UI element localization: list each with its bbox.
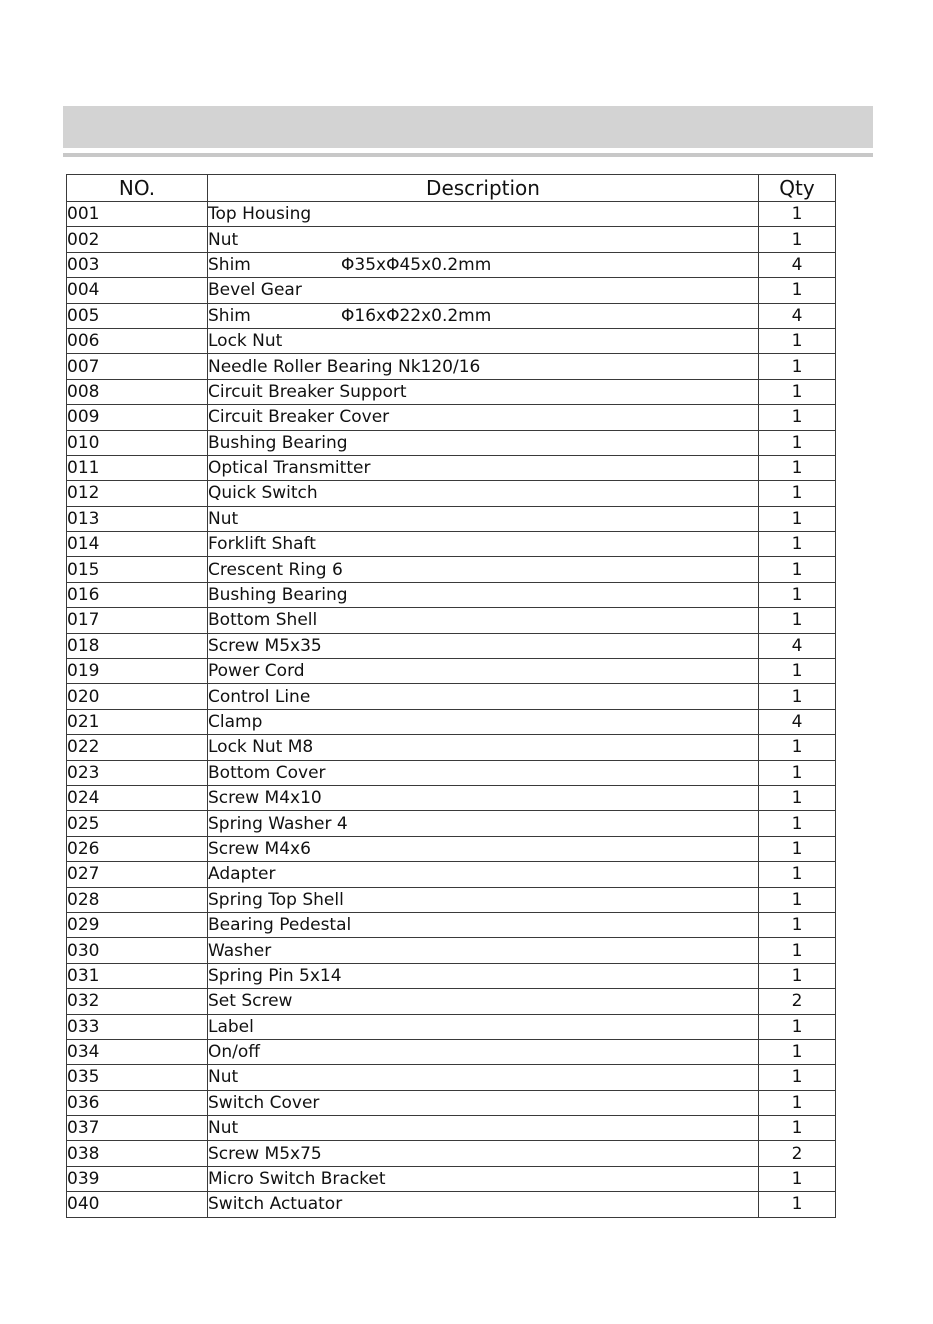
part-qty: 1: [759, 811, 836, 836]
table-row: [67, 1166, 836, 1191]
part-description-cell: [208, 1039, 759, 1064]
part-description-cell: [208, 481, 759, 506]
part-description: Nut: [208, 1118, 239, 1139]
part-qty: 1: [759, 1166, 836, 1191]
column-header-qty: Qty: [759, 175, 836, 202]
part-qty: 1: [759, 785, 836, 810]
part-qty: 1: [759, 912, 836, 937]
table-row: [67, 989, 836, 1014]
part-qty: 1: [759, 532, 836, 557]
table-row: [67, 1116, 836, 1141]
part-description-cell: [208, 862, 759, 887]
part-number: 003: [67, 252, 208, 277]
part-qty: 1: [759, 735, 836, 760]
part-qty: 1: [759, 836, 836, 861]
part-number: 027: [67, 862, 208, 887]
table-row: [67, 1065, 836, 1090]
part-description: Screw M5x35: [208, 635, 322, 656]
part-description: Switch Cover: [208, 1092, 320, 1113]
part-description-cell: [208, 303, 759, 328]
table-row: [67, 303, 836, 328]
part-description: Optical Transmitter: [208, 458, 371, 479]
table-row: [67, 709, 836, 734]
part-number: 039: [67, 1166, 208, 1191]
part-description: Micro Switch Bracket: [208, 1169, 386, 1190]
part-qty: 1: [759, 227, 836, 252]
part-qty: 4: [759, 709, 836, 734]
part-number: 014: [67, 532, 208, 557]
table-row: [67, 811, 836, 836]
part-description: Set Screw: [208, 991, 293, 1012]
part-number: 005: [67, 303, 208, 328]
part-description-cell: [208, 328, 759, 353]
part-description: Switch Actuator: [208, 1194, 343, 1215]
part-number: 040: [67, 1192, 208, 1217]
table-header-row: [67, 175, 836, 202]
part-description-cell: [208, 760, 759, 785]
part-qty: 2: [759, 989, 836, 1014]
table-row: [67, 887, 836, 912]
table-row: [67, 430, 836, 455]
table-row: [67, 1141, 836, 1166]
part-description-cell: [208, 938, 759, 963]
table-row: [67, 278, 836, 303]
part-number: 015: [67, 557, 208, 582]
part-number: 026: [67, 836, 208, 861]
table-row: [67, 1014, 836, 1039]
part-description: Nut: [208, 229, 239, 250]
table-row: [67, 1090, 836, 1115]
part-number: 030: [67, 938, 208, 963]
part-description-cell: [208, 989, 759, 1014]
part-description-cell: [208, 912, 759, 937]
part-description: Washer: [208, 940, 272, 961]
part-description-cell: [208, 1090, 759, 1115]
part-number: 019: [67, 659, 208, 684]
part-description: Nut: [208, 1067, 239, 1088]
part-spec: Φ16xΦ22x0.2mm: [341, 305, 492, 326]
part-qty: 1: [759, 506, 836, 531]
part-description-cell: [208, 278, 759, 303]
part-description: Power Cord: [208, 661, 305, 682]
part-description: Bottom Shell: [208, 610, 318, 631]
part-description-cell: [208, 684, 759, 709]
table-row: [67, 608, 836, 633]
part-qty: 1: [759, 1116, 836, 1141]
part-description-cell: [208, 633, 759, 658]
table-row: [67, 252, 836, 277]
part-qty: 1: [759, 582, 836, 607]
part-description: On/off: [208, 1042, 260, 1063]
part-number: 012: [67, 481, 208, 506]
table-row: [67, 227, 836, 252]
part-description: Bushing Bearing: [208, 585, 348, 606]
part-number: 004: [67, 278, 208, 303]
part-description-cell: [208, 506, 759, 531]
part-description-cell: [208, 811, 759, 836]
part-number: 002: [67, 227, 208, 252]
part-number: 016: [67, 582, 208, 607]
part-description: Bushing Bearing: [208, 432, 348, 453]
part-description: Quick Switch: [208, 483, 318, 504]
part-qty: 1: [759, 328, 836, 353]
table-row: [67, 557, 836, 582]
part-description-cell: [208, 1116, 759, 1141]
part-description-cell: [208, 1014, 759, 1039]
table-row: [67, 862, 836, 887]
table-row: [67, 379, 836, 404]
part-description-cell: [208, 659, 759, 684]
part-qty: 1: [759, 354, 836, 379]
part-qty: 2: [759, 1141, 836, 1166]
part-description-cell: [208, 785, 759, 810]
part-description: Screw M4x6: [208, 838, 311, 859]
part-number: 038: [67, 1141, 208, 1166]
part-number: 017: [67, 608, 208, 633]
part-number: 036: [67, 1090, 208, 1115]
part-qty: 1: [759, 405, 836, 430]
table-row: [67, 760, 836, 785]
part-description: Shim: [208, 305, 251, 326]
table-row: [67, 938, 836, 963]
table-row: [67, 405, 836, 430]
table-row: [67, 532, 836, 557]
part-description-cell: [208, 354, 759, 379]
part-qty: 1: [759, 1065, 836, 1090]
part-number: 009: [67, 405, 208, 430]
part-description: Spring Pin 5x14: [208, 965, 342, 986]
part-description: Shim: [208, 254, 251, 275]
part-number: 037: [67, 1116, 208, 1141]
part-number: 006: [67, 328, 208, 353]
header-rule: [63, 153, 873, 157]
part-qty: 4: [759, 252, 836, 277]
part-qty: 1: [759, 684, 836, 709]
part-qty: 1: [759, 1192, 836, 1217]
table-row: [67, 328, 836, 353]
part-description-cell: [208, 430, 759, 455]
part-qty: 1: [759, 608, 836, 633]
part-number: 001: [67, 202, 208, 227]
part-description-cell: [208, 709, 759, 734]
part-description-cell: [208, 963, 759, 988]
part-spec: Φ35xΦ45x0.2mm: [341, 254, 492, 275]
part-description: Bevel Gear: [208, 280, 302, 301]
table-row: [67, 1039, 836, 1064]
table-row: [67, 785, 836, 810]
part-description-cell: [208, 887, 759, 912]
part-qty: 1: [759, 202, 836, 227]
part-qty: 4: [759, 633, 836, 658]
part-description: Bearing Pedestal: [208, 915, 352, 936]
part-qty: 1: [759, 481, 836, 506]
table-row: [67, 659, 836, 684]
part-description: Spring Washer 4: [208, 813, 348, 834]
part-qty: 1: [759, 938, 836, 963]
part-number: 021: [67, 709, 208, 734]
part-description: Forklift Shaft: [208, 534, 316, 555]
part-description: Screw M4x10: [208, 788, 322, 809]
part-description-cell: [208, 1192, 759, 1217]
table-row: [67, 1192, 836, 1217]
part-qty: 1: [759, 430, 836, 455]
part-description-cell: [208, 405, 759, 430]
part-qty: 1: [759, 760, 836, 785]
part-qty: 1: [759, 557, 836, 582]
part-number: 018: [67, 633, 208, 658]
parts-table: [66, 174, 836, 1218]
part-qty: 1: [759, 887, 836, 912]
part-number: 029: [67, 912, 208, 937]
part-number: 007: [67, 354, 208, 379]
part-qty: 1: [759, 278, 836, 303]
part-number: 023: [67, 760, 208, 785]
header-band: [63, 106, 873, 148]
part-qty: 1: [759, 455, 836, 480]
part-description: Bottom Cover: [208, 762, 326, 783]
part-number: 033: [67, 1014, 208, 1039]
part-description-cell: [208, 227, 759, 252]
part-description: Control Line: [208, 686, 311, 707]
part-description: Circuit Breaker Support: [208, 381, 407, 402]
part-description: Needle Roller Bearing Nk120/16: [208, 356, 481, 377]
part-description-cell: [208, 836, 759, 861]
table-row: [67, 506, 836, 531]
table-row: [67, 912, 836, 937]
part-description: Nut: [208, 508, 239, 529]
part-description-cell: [208, 1141, 759, 1166]
part-number: 011: [67, 455, 208, 480]
part-description-cell: [208, 252, 759, 277]
part-description-cell: [208, 608, 759, 633]
part-description: Spring Top Shell: [208, 889, 344, 910]
part-qty: 1: [759, 379, 836, 404]
part-description: Top Housing: [208, 204, 312, 225]
part-description-cell: [208, 1166, 759, 1191]
table-row: [67, 684, 836, 709]
part-description: Circuit Breaker Cover: [208, 407, 390, 428]
part-description-cell: [208, 735, 759, 760]
part-number: 034: [67, 1039, 208, 1064]
part-number: 024: [67, 785, 208, 810]
part-number: 010: [67, 430, 208, 455]
part-description-cell: [208, 557, 759, 582]
table-row: [67, 582, 836, 607]
part-description-cell: [208, 379, 759, 404]
part-qty: 1: [759, 1090, 836, 1115]
parts-table-body: [67, 202, 836, 1218]
part-description-cell: [208, 455, 759, 480]
part-number: 031: [67, 963, 208, 988]
table-row: [67, 202, 836, 227]
part-description: Lock Nut M8: [208, 737, 314, 758]
part-number: 020: [67, 684, 208, 709]
part-number: 032: [67, 989, 208, 1014]
part-description: Adapter: [208, 864, 276, 885]
table-row: [67, 633, 836, 658]
part-description: Label: [208, 1016, 254, 1037]
part-description-cell: [208, 532, 759, 557]
part-description-cell: [208, 582, 759, 607]
part-description: Crescent Ring 6: [208, 559, 343, 580]
part-qty: 1: [759, 1014, 836, 1039]
part-number: 035: [67, 1065, 208, 1090]
part-number: 028: [67, 887, 208, 912]
part-number: 013: [67, 506, 208, 531]
part-number: 008: [67, 379, 208, 404]
table-row: [67, 735, 836, 760]
table-row: [67, 481, 836, 506]
part-qty: 1: [759, 963, 836, 988]
part-description: Clamp: [208, 712, 263, 732]
column-header-description: Description: [208, 175, 759, 202]
part-number: 022: [67, 735, 208, 760]
part-qty: 1: [759, 659, 836, 684]
part-description-cell: [208, 202, 759, 227]
part-description-cell: [208, 1065, 759, 1090]
part-qty: 1: [759, 862, 836, 887]
part-qty: 1: [759, 1039, 836, 1064]
part-number: 025: [67, 811, 208, 836]
table-row: [67, 836, 836, 861]
table-row: [67, 455, 836, 480]
part-description: Lock Nut: [208, 331, 283, 352]
column-header-no: NO.: [67, 175, 208, 202]
part-qty: 4: [759, 303, 836, 328]
table-row: [67, 963, 836, 988]
part-description: Screw M5x75: [208, 1143, 322, 1164]
table-row: [67, 354, 836, 379]
